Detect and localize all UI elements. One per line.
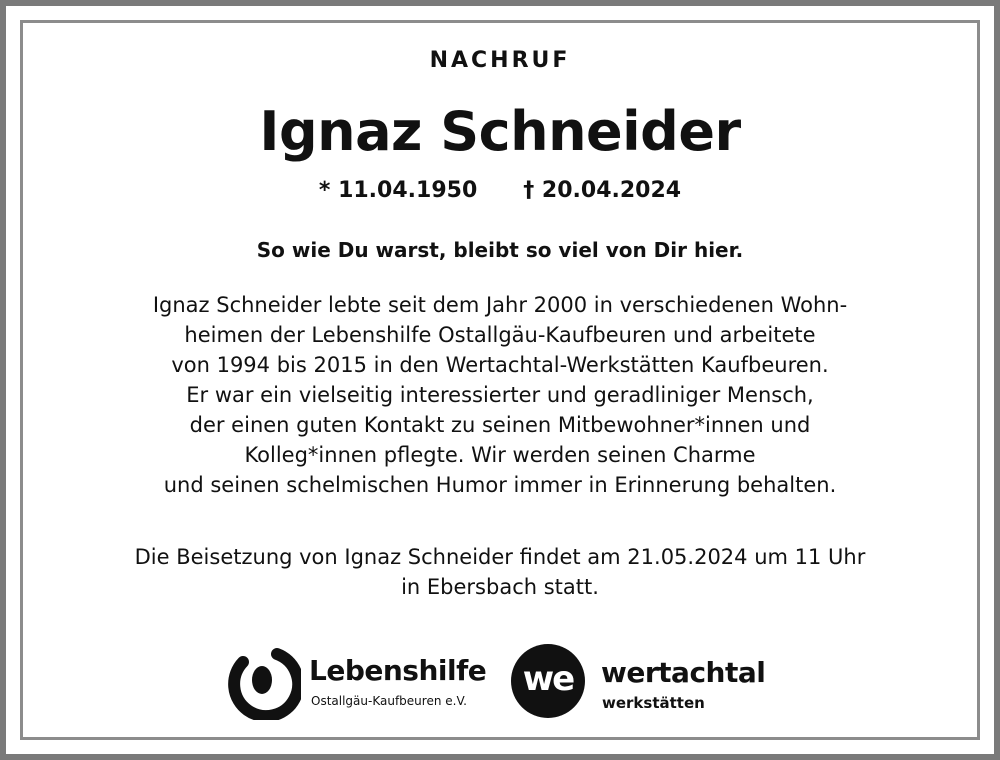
biography-line: Ignaz Schneider lebte seit dem Jahr 2000 in verschiedenen Wohn- bbox=[152, 293, 848, 317]
biography-line: Kolleg*innen pflegte. Wir werden seinen Charme bbox=[244, 443, 756, 467]
death-date: † 20.04.2024 bbox=[523, 178, 682, 203]
biography-line: und seinen schelmischen Humor immer in Erinnerung behalten. bbox=[163, 473, 837, 497]
lebenshilfe-title: Lebenshilfe bbox=[309, 654, 487, 687]
lebenshilfe-logo-icon bbox=[221, 640, 301, 720]
deceased-name: Ignaz Schneider bbox=[259, 100, 741, 163]
lebenshilfe-logo bbox=[221, 640, 501, 720]
birth-date: * 11.04.1950 bbox=[318, 178, 478, 203]
lebenshilfe-subtitle: Ostallgäu-Kaufbeuren e.V. bbox=[311, 694, 467, 708]
funeral-line: in Ebersbach statt. bbox=[401, 575, 599, 599]
biography-line: heimen der Lebenshilfe Ostallgäu-Kaufbeuren und arbeitete bbox=[184, 323, 816, 347]
organization-logos bbox=[6, 640, 994, 720]
biography-line: Er war ein vielseitig interessierter und geradliniger Mensch, bbox=[186, 383, 814, 407]
biography-text bbox=[36, 290, 964, 500]
wertachtal-title: wertachtal bbox=[601, 656, 766, 689]
biography-line: der einen guten Kontakt zu seinen Mitbewohner*innen und bbox=[189, 413, 811, 437]
wertachtal-logo bbox=[511, 640, 791, 720]
funeral-line: Die Beisetzung von Ignaz Schneider findet am 21.05.2024 um 11 Uhr bbox=[134, 545, 866, 569]
obituary-content bbox=[6, 6, 994, 754]
wertachtal-subtitle: werkstätten bbox=[602, 694, 705, 712]
obituary-heading: NACHRUF bbox=[429, 48, 571, 73]
memorial-motto: So wie Du warst, bleibt so viel von Dir hier. bbox=[256, 238, 744, 262]
biography-line: von 1994 bis 2015 in den Wertachtal-Werkstätten Kaufbeuren. bbox=[171, 353, 829, 377]
life-dates bbox=[6, 178, 994, 203]
obituary-card bbox=[6, 6, 994, 754]
funeral-notice bbox=[36, 542, 964, 602]
wertachtal-mark: we bbox=[522, 659, 574, 699]
